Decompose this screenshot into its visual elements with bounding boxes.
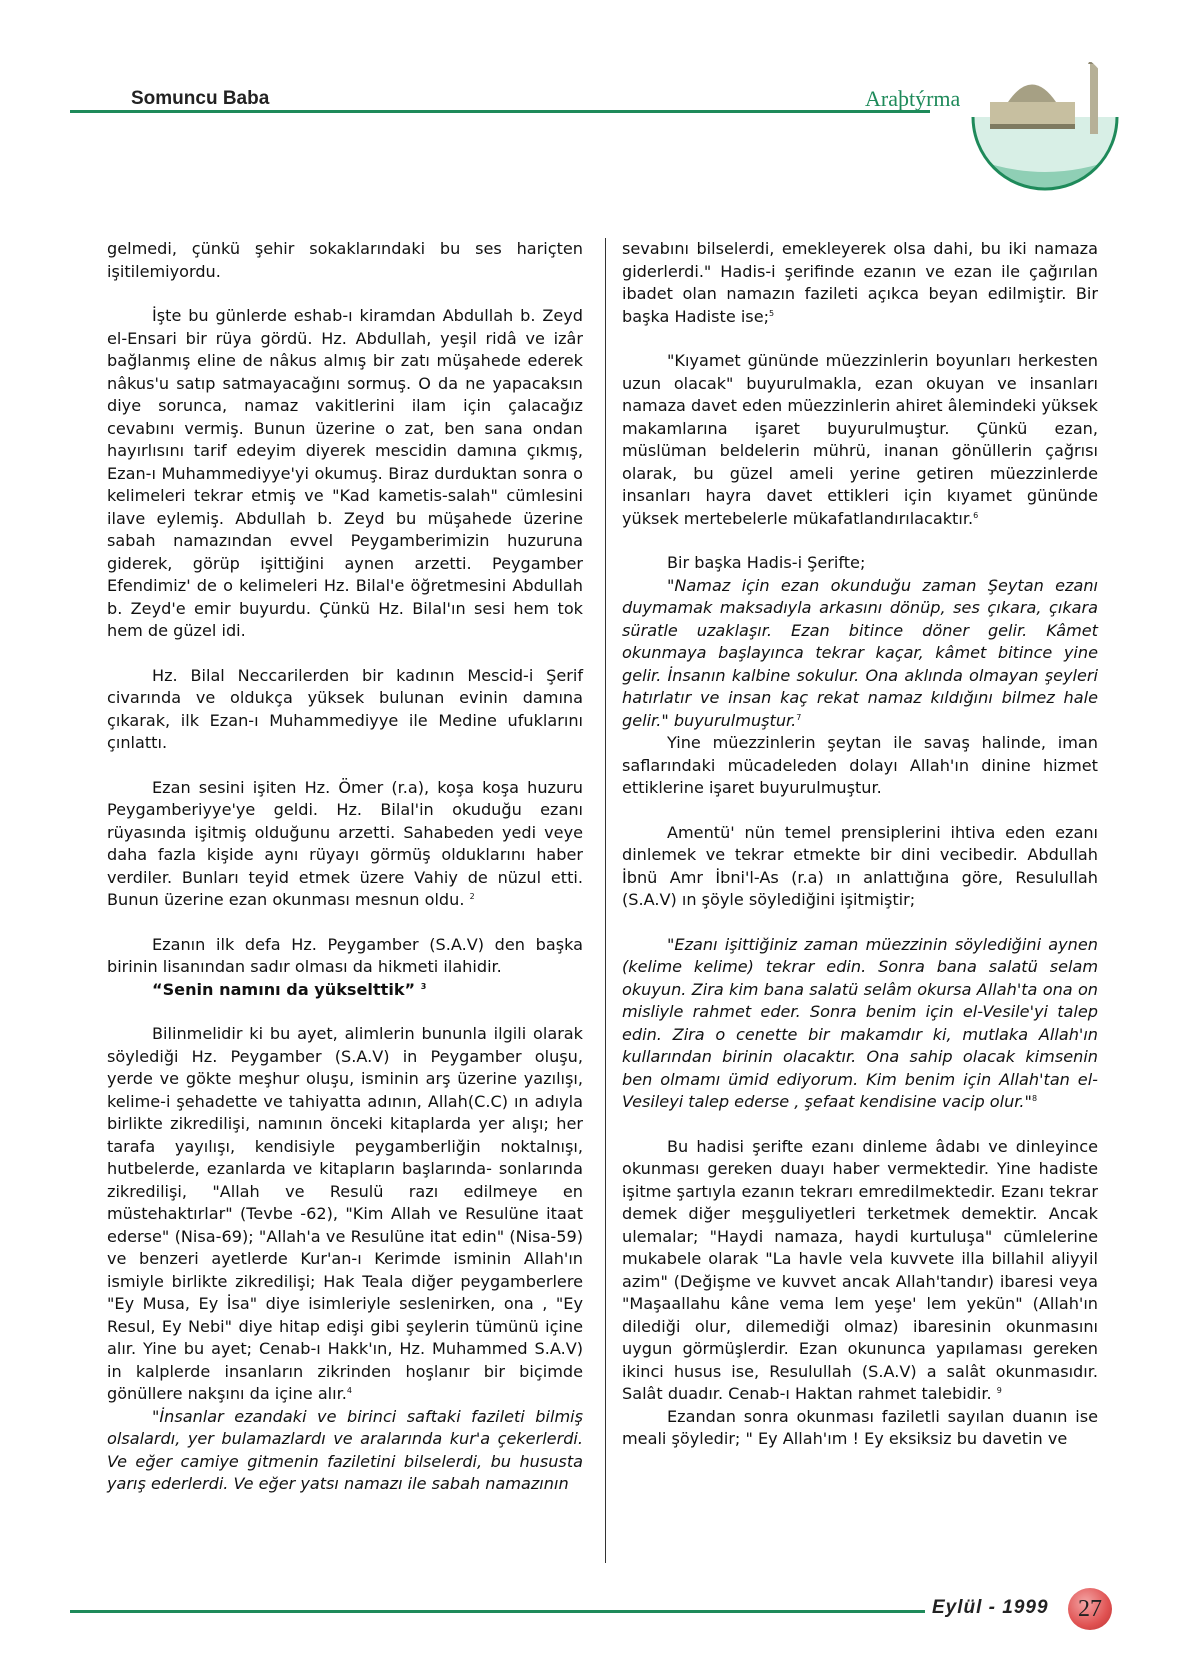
paragraph: sevabını bilselerdi, emekleyerek olsa dahi, bu iki namaza giderlerdi." Hadis-i şerifinde ezanın ve ezan ile çağırılan ibadet olan namazın fazileti açıkca beyan edilmiştir. Bir başka Hadiste ise;$^5$ — [622, 239, 1098, 326]
footnote-ref: 9 — [996, 1386, 1002, 1395]
paragraph: Bir başka Hadis-i Şerifte; — [667, 553, 866, 572]
footnote-ref: 8 — [1031, 1094, 1038, 1103]
magazine-title: Somuncu Baba — [131, 88, 270, 109]
paragraph: İşte bu günlerde eshab-ı kiramdan Abdullah b. Zeyd el-Ensari bir rüya gördü. Hz. Abdullah, yeşil ridâ ve izâr bağlanmış eline de nâkus almış bir zatı müşahede ederek nâkus'u satıp satmayacağını sormuş. O da ne yapacaksın diye sorunca, namaz vakitlerini ilam için çalacağız cevabını vermiş. Bunun üzerine o zat, ben sana ondan hayırlısını tarif edeyim diyerek mescidin damına çıkmış, Ezan-ı Muhammediyye'yi okumuş. Biraz durduktan sonra o kelimeleri tekrar etmiş ve "Kad kametis-salah" cümlesini ilave eylemiş. Abdullah b. Zeyd bu müşahede üzerine sabah namazından evvel Peygamberimizin huzuruna giderek, görüp işittiğini aynen arzetti. Peygamber Efendimiz' de o kelimeleri Hz. Bilal'e öğretmesini Abdullah b. Zeyd'e emir buyurdu. Çünkü Hz. Bilal'ın sesi hem tok hem de güzel idi. — [107, 306, 583, 640]
hadith-quote: "İnsanlar ezandaki ve birinci saftaki fazileti bilmiş olsalardı, yer bulamazlardı ve aralarında kur'a çekerlerdi. Ve eğer camiye gitmenin faziletini bilselerdi, bu hususta yarış ederlerdi. Ve eğer yatsı namazı ile sabah namazının — [107, 1406, 583, 1493]
mosque-emblem-icon — [970, 62, 1120, 212]
footer-rule — [70, 1610, 925, 1613]
column-divider — [605, 238, 606, 1563]
header-rule — [70, 110, 930, 113]
paragraph: Amentü' nün temel prensiplerini ihtiva eden ezanı dinlemek ve tekrar etmekte bir dini vecibedir. Abdullah İbnü Amr İbni'l-As (r.a) ın anlattığına göre, Resulullah (S.A.V) ın şöyle söylediğini işitmiştir; — [622, 822, 1098, 909]
footnote-ref: 6 — [973, 510, 979, 520]
paragraph: Ezandan sonra okunması faziletli sayılan duanın ise meali şöyledir; " Ey Allah'ım ! Ey eksiksiz bu davetin ve — [622, 1406, 1098, 1448]
paragraph: "Kıyamet gününde müezzinlerin boyunları herkesten uzun olacak" buyurulmakla, ezan okuyan ve insanları namaza davet eden müezzinlerin ahiret âlemindeki yüksek makamlarına işaret buyurulmuştur. Çünkü ezan, müslüman beldelerin mührü, inanan gönüllerin çağrısı olarak, bu güzel ameli yerine getiren müezzinlerde insanları hayra davet ettikleri için kıyamet gününde yüksek mertebelerle mükafatlandırılacaktır.$^6$ — [622, 351, 1098, 528]
paragraph: Bu hadisi şerifte ezanı dinleme âdabı ve dinleyince okunması gereken duayı haber vermektedir. Yine hadiste işitme şartıyla ezanın tekrarı emredilmektedir. Ezanı tekrar demek diğer meşguliyetleri terketmek demektir. Ancak ulemalar; "Haydi namaza, haydi kurtuluşa" cümlelerine mukabele olarak "La havle vela kuvvete illa billahil aliyyil azim" (Değişme ve kuvvet ancak Allah'tandır) ibaresi veya "Maşaallahu kâne vema lem yeşe' lem yekün" (Allah'ın dilediği olur, dilemediği olmaz) ibaresinin okunmasını uygun görmüşlerdir. Ezan okununca yapılaması gereken ikinci husus ise, Resulullah (S.A.V) a salât okunmasıdır. Salât duadır. Cenab-ı Haktan rahmet talebidir. $^9$ — [622, 1136, 1098, 1403]
footnote-ref: 5 — [769, 308, 775, 318]
page-header — [0, 0, 1200, 210]
footnote-ref: 7 — [796, 712, 802, 722]
hadith-quote: "Namaz için ezan okunduğu zaman Şeytan ezanı duymamak maksadıyla arkasını dönüp, ses çıkara, çıkara süratle uzaklaşır. Ezan bitince döner gelir. Kâmet okunmaya başlayınca tekrar kaçar, kâmet bitince yine gelir. İnsanın kalbine sokulur. Ona aklında olmayan şeyleri hatırlatır ve insan kaç rekat namaz kıldığını bilmez hale gelir." buyurulmuştur.$^7$ — [622, 575, 1098, 730]
section-title: Araþtýrma — [865, 86, 961, 111]
paragraph: Ezan sesini işiten Hz. Ömer (r.a), koşa koşa huzuru Peygamberiyye'ye geldi. Hz. Bilal'in okuduğu ezanı rüyasında işitmiş olduğunu arzetti. Sahabeden yedi veye daha fazla kişide aynı rüyayı görmüş olduklarını haber verdiler. Bunları teyid etmek üzere Vahiy de nüzul etti. Bunun üzerine ezan okunması mesnun oldu. $^2$ — [107, 777, 583, 909]
footnote-ref: 3 — [420, 981, 427, 991]
paragraph: gelmedi, çünkü şehir sokaklarındaki bu ses hariçten işitilemiyordu. — [107, 239, 583, 281]
footnote-ref: 4 — [346, 1386, 352, 1395]
left-column — [107, 238, 583, 1496]
page-number-badge: 27 — [1068, 1588, 1112, 1630]
footnote-ref: 2 — [469, 892, 475, 901]
paragraph: Yine müezzinlerin şeytan ile savaş halinde, iman saflarındaki mücadeleden dolayı Allah'ın dinine hizmet ettiklerine işaret buyurulmuştur. — [622, 733, 1098, 797]
paragraph: Ezanın ilk defa Hz. Peygamber (S.A.V) den başka birinin lisanından sadır olması da hikmeti ilahidir. — [107, 934, 583, 976]
hadith-quote: "Ezanı işittiğiniz zaman müezzinin söylediğini aynen (kelime kelime) tekrar edin. Sonra bana salatü selam okuyun. Zira kim bana salatü selâm okursa Allah'ta ona on misliyle rahmet eder. Sonra benim için el-Vesile'yi talep edin. Zira o cenette bir makamdır ki, mutlaka Allah'ın kullarından birinin olacaktır. Ona sahip olacak kimsenin ben olmamı ümid ediyorum. Kim benim için Allah'tan el-Vesileyi talep ederse , şefaat kendisine vacip olur."$^8$ — [622, 934, 1098, 1111]
paragraph: Bilinmelidir ki bu ayet, alimlerin bununla ilgili olarak söylediği Hz. Peygamber (S.A.V) in Peygamber oluşu, yerde ve gökte meşhur oluşu, isminin arş üzerine yazılışı, kelime-i şehadette ve tahiyatta adının, Allah(C.C) ın adıyla birlikte zikredilişi, namının önceki kitaplarda yer alışı; her tarafa yayılışı, kendisiyle peygamberliğin noktalnışı, hutbelerde, ezanlarda ve kitapların başlarında- sonlarında zikredilişi, "Allah ve Resulü razı edilmeye en müstehaktırlar" (Tevbe -62), "Kim Allah ve Resulüne itaat ederse" (Nisa-69); "Allah'a ve Resulüne itat edin" (Nisa-59) ve benzeri ayetlerde Kur'an-ı Kerimde isminin Allah'ın ismiyle birlikte zikredilişi; Hak Teala diğer peygamberlere "Ey Musa, Ey İsa" diye isimleriyle seslenirken, ona , "Ey Resul, Ey Nebi" diye hitap edişi gibi şeylerin tümünü içine alır. Yine bu ayet; Cenab-ı Hakk'ın, Hz. Muhammed S.A.V) in kalplerde insanların zikrinden hoşlanır bir biçimde gönüllere nakşını da içine alır.$^4$ — [107, 1024, 583, 1403]
right-column — [622, 238, 1098, 1451]
paragraph: Hz. Bilal Neccarilerden bir kadının Mescid-i Şerif civarında ve oldukça yüksek bulunan evinin damına çıkarak, ilk Ezan-ı Muhammediyye ile Medine ufuklarını çınlattı. — [107, 665, 583, 752]
ayet-quote: “Senin namını da yükselttik” $^3$ — [152, 979, 427, 999]
issue-date: Eylül - 1999 — [932, 1597, 1049, 1618]
